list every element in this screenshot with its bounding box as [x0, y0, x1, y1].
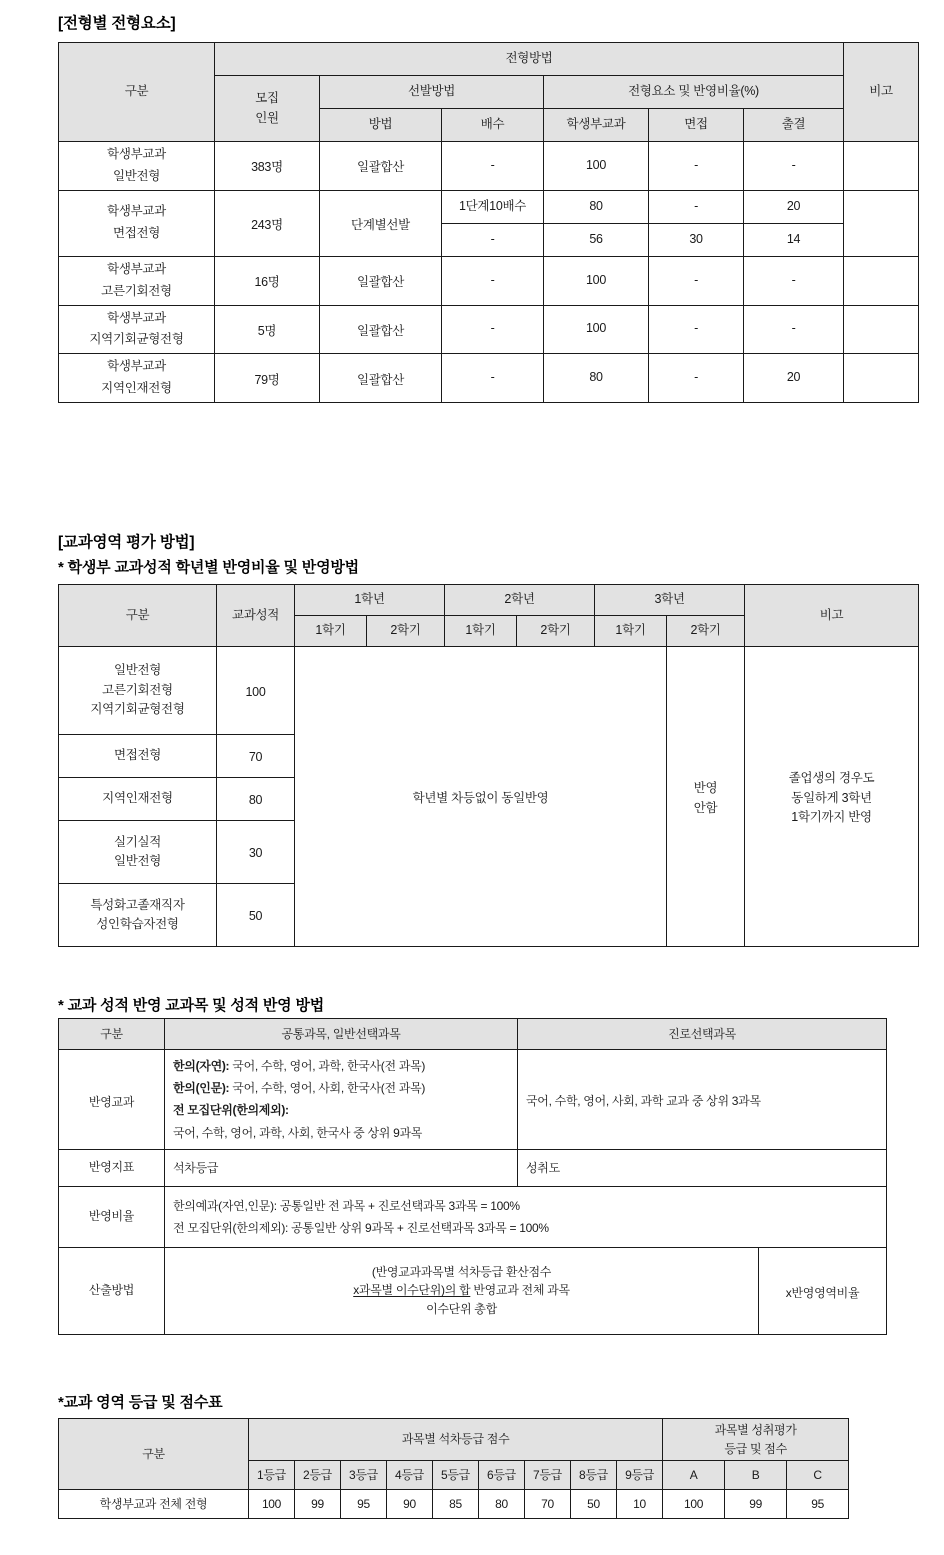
table-2-head	[59, 585, 919, 647]
td-admission-type	[59, 884, 217, 947]
td-merged-note: 학년별 차등없이 동일반영	[295, 647, 667, 947]
cell-line: 학생부교과	[107, 261, 166, 276]
th-gubun: 구분	[59, 1019, 165, 1050]
subject-line	[173, 1077, 509, 1099]
table-row	[59, 1186, 887, 1247]
td-ratio-value	[165, 1186, 887, 1247]
cell-line: 특성화고졸재직자	[90, 897, 185, 912]
th-rank-7: 7등급	[525, 1461, 571, 1490]
th-recruit-count	[215, 76, 320, 142]
td-multiple: 1단계10배수	[442, 190, 544, 223]
section-3-subtitle: * 교과 성적 반영 교과목 및 성적 반영 방법	[58, 997, 325, 1014]
td-rank-score-4: 90	[387, 1490, 433, 1519]
td-not-reflected	[667, 647, 745, 947]
td-admission-type	[59, 735, 217, 778]
td-remark	[844, 190, 919, 256]
th-grade-2: 2학년	[445, 585, 595, 616]
td-rank-score-8: 50	[571, 1490, 617, 1519]
subject-line-text: 국어, 수학, 영어, 과학, 사회, 한국사 중 상위 9과목	[173, 1125, 423, 1140]
td-interview-ratio: -	[649, 142, 744, 191]
th-sem-2-2: 2학기	[517, 616, 595, 647]
td-multiple: -	[442, 142, 544, 191]
td-index-label: 반영지표	[59, 1149, 165, 1186]
section-1-title: [전형별 전형요소]	[58, 15, 176, 32]
td-rank-score-6: 80	[479, 1490, 525, 1519]
th-attendance: 출결	[744, 109, 844, 142]
th-recruit-line2: 인원	[255, 110, 279, 125]
section-3-title-wrap	[58, 996, 324, 1016]
ratio-line: 한의예과(자연,인문): 공통일반 전 과목 + 진로선택과목 3과목 = 100%	[173, 1198, 520, 1213]
td-admission-name	[59, 142, 215, 191]
table-row	[59, 1247, 887, 1334]
td-remark	[844, 256, 919, 305]
th-rank-4: 4등급	[387, 1461, 433, 1490]
td-select-way: 일괄합산	[320, 142, 442, 191]
th-recruit-line1: 모집	[255, 91, 279, 106]
td-interview-ratio: -	[649, 354, 744, 403]
td-interview-ratio: 30	[649, 223, 744, 256]
td-attendance-ratio: -	[744, 305, 844, 354]
table-row	[59, 1019, 887, 1050]
subject-line-text: 국어, 수학, 영어, 과학, 한국사(전 과목)	[229, 1059, 426, 1073]
formula-line-3: 이수단위 총합	[426, 1302, 497, 1317]
cell-line: 면접전형	[112, 226, 161, 241]
cell-line: 성인학습자전형	[96, 917, 179, 931]
th-achieve-a: A	[663, 1461, 725, 1490]
subject-line-text: 국어, 수학, 영어, 사회, 한국사(전 과목)	[229, 1081, 426, 1096]
table-row	[59, 1419, 849, 1461]
th-rank-9: 9등급	[617, 1461, 663, 1490]
th-rank-2: 2등급	[295, 1461, 341, 1490]
th-subject-score: 교과성적	[217, 585, 295, 647]
td-subject-career: 국어, 수학, 영어, 사회, 과학 교과 중 상위 3과목	[518, 1050, 887, 1150]
th-rank-3: 3등급	[341, 1461, 387, 1490]
th-rank-group: 과목별 석차등급 점수	[249, 1419, 663, 1461]
section-1-title-wrap	[58, 14, 175, 35]
td-index-common: 석차등급	[165, 1149, 518, 1186]
cell-line: 반영	[693, 781, 718, 796]
td-achieve-score-3: 95	[787, 1490, 849, 1519]
td-rank-score-3: 95	[341, 1490, 387, 1519]
cell-line: 고른기회전형	[102, 682, 173, 697]
section-2-subtitle: * 학생부 교과성적 학년별 반영비율 및 반영방법	[58, 558, 359, 576]
td-calc-right: x반영영역비율	[759, 1247, 887, 1334]
td-subject-common	[165, 1050, 518, 1150]
th-rank-8: 8등급	[571, 1461, 617, 1490]
table-4-wrap	[58, 1418, 849, 1519]
grade-score-table	[58, 1418, 849, 1519]
table-1-head	[59, 43, 919, 142]
th-grade-1: 1학년	[295, 585, 445, 616]
td-subject-score: 80	[217, 778, 295, 821]
formula-numerator: x과목별 이수단위)의 합	[353, 1283, 471, 1298]
td-subject-score: 50	[217, 884, 295, 947]
cell-line: 일반전형	[112, 168, 161, 183]
td-admission-type	[59, 821, 217, 884]
td-rank-score-2: 99	[295, 1490, 341, 1519]
table-row	[59, 190, 919, 223]
table-2-wrap	[58, 584, 919, 947]
td-calc-label: 산출방법	[59, 1247, 165, 1334]
admission-factors-table	[58, 42, 919, 403]
table-row	[59, 1490, 849, 1519]
th-grade-3: 3학년	[595, 585, 745, 616]
th-rank-5: 5등급	[433, 1461, 479, 1490]
td-remark	[745, 647, 919, 947]
td-attendance-ratio: -	[744, 142, 844, 191]
table-row	[59, 354, 919, 403]
grade-reflection-table	[58, 584, 919, 947]
section-2-title-wrap	[58, 533, 359, 578]
td-achieve-score-2: 99	[725, 1490, 787, 1519]
subject-line-label: 전 모집단위(한의제외):	[173, 1103, 289, 1118]
cell-line: 고른기회전형	[101, 283, 172, 298]
table-1-wrap	[58, 42, 919, 403]
section-4-title-wrap	[58, 1393, 222, 1413]
th-remark: 비고	[745, 585, 919, 647]
formula-line-2	[168, 1281, 755, 1300]
th-sem-3-1: 1학기	[595, 616, 667, 647]
td-rank-score-5: 85	[433, 1490, 479, 1519]
th-sem-1-2: 2학기	[367, 616, 445, 647]
td-subject-score: 70	[217, 735, 295, 778]
td-recruit-count: 383명	[215, 142, 320, 191]
cell-line: 지역기회균형전형	[90, 702, 185, 717]
table-1-body	[59, 142, 919, 403]
ratio-line: 전 모집단위(한의제외): 공통일반 상위 9과목 + 진로선택과목 3과목 = 100%	[173, 1220, 549, 1235]
th-achieve-group-line1: 과목별 성취평가	[714, 1423, 797, 1437]
subject-line-label: 한의(인문):	[173, 1081, 230, 1096]
td-multiple: -	[442, 223, 544, 256]
td-admission-type	[59, 647, 217, 735]
cell-line: 1학기까지 반영	[791, 810, 872, 825]
section-2-title: [교과영역 평가 방법]	[58, 534, 195, 551]
td-select-way: 단계별선발	[320, 190, 442, 256]
td-subject-label: 반영교과	[59, 1050, 165, 1150]
table-row	[59, 43, 919, 76]
td-calc-formula	[165, 1247, 759, 1334]
th-achieve-c: C	[787, 1461, 849, 1490]
td-interview-ratio: -	[649, 190, 744, 223]
td-select-way: 일괄합산	[320, 354, 442, 403]
th-sem-2-1: 1학기	[445, 616, 517, 647]
cell-line: 지역인재전형	[101, 381, 172, 396]
table-row	[59, 647, 919, 735]
th-sem-1-1: 1학기	[295, 616, 367, 647]
th-rank-1: 1등급	[249, 1461, 295, 1490]
td-multiple: -	[442, 256, 544, 305]
table-row	[59, 305, 919, 354]
td-admission-name	[59, 256, 215, 305]
table-row	[59, 585, 919, 616]
td-interview-ratio: -	[649, 256, 744, 305]
cell-line: 실기실적	[113, 834, 162, 849]
td-remark	[844, 354, 919, 403]
th-rank-6: 6등급	[479, 1461, 525, 1490]
cell-line: 면접전형	[113, 748, 162, 763]
th-achieve-group-line2: 등급 및 점수	[724, 1441, 787, 1456]
th-method-group: 전형방법	[215, 43, 844, 76]
th-common-subjects: 공통과목, 일반선택과목	[165, 1019, 518, 1050]
td-attendance-ratio: 14	[744, 223, 844, 256]
cell-line: 학생부교과	[107, 359, 166, 374]
section-4-subtitle: *교과 영역 등급 및 점수표	[58, 1394, 223, 1411]
subject-line-label: 한의(자연):	[173, 1059, 230, 1073]
td-multiple: -	[442, 354, 544, 403]
cell-line: 일반전형	[113, 854, 162, 868]
th-remark: 비고	[844, 43, 919, 142]
subject-reflection-table	[58, 1018, 887, 1335]
cell-line: 지역인재전형	[102, 791, 173, 806]
table-3-head	[59, 1019, 887, 1050]
cell-line: 학생부교과	[107, 204, 166, 219]
td-record-ratio: 56	[544, 223, 649, 256]
th-sem-3-2: 2학기	[667, 616, 745, 647]
td-subject-score: 30	[217, 821, 295, 884]
td-achieve-score-1: 100	[663, 1490, 725, 1519]
td-recruit-count: 5명	[215, 305, 320, 354]
table-row	[59, 256, 919, 305]
td-record-ratio: 100	[544, 142, 649, 191]
cell-line: 지역기회균형전형	[89, 332, 184, 347]
cell-line: 학생부교과	[107, 147, 166, 161]
td-recruit-count: 16명	[215, 256, 320, 305]
td-rank-score-9: 10	[617, 1490, 663, 1519]
table-3-body	[59, 1050, 887, 1335]
td-record-ratio: 80	[544, 354, 649, 403]
cell-line: 안함	[693, 800, 718, 815]
td-remark	[844, 305, 919, 354]
th-multiple: 배수	[442, 109, 544, 142]
td-rank-score-1: 100	[249, 1490, 295, 1519]
th-gubun: 구분	[59, 43, 215, 142]
td-recruit-count: 79명	[215, 354, 320, 403]
table-row	[59, 142, 919, 191]
th-record: 학생부교과	[544, 109, 649, 142]
table-4-body	[59, 1490, 849, 1519]
td-remark	[844, 142, 919, 191]
th-achieve-b: B	[725, 1461, 787, 1490]
subject-line	[173, 1055, 509, 1077]
cell-line: 일반전형	[113, 663, 162, 678]
th-interview: 면접	[649, 109, 744, 142]
table-row	[59, 1050, 887, 1150]
th-way: 방법	[320, 109, 442, 142]
formula-line-1: (반영교과과목별 석차등급 환산점수	[371, 1264, 552, 1279]
cell-line: 학생부교과	[107, 310, 166, 325]
formula-denominator-label: 반영교과 전체 과목	[470, 1283, 570, 1298]
td-admission-name	[59, 190, 215, 256]
td-admission-name	[59, 354, 215, 403]
td-attendance-ratio: -	[744, 256, 844, 305]
td-interview-ratio: -	[649, 305, 744, 354]
table-2-body	[59, 647, 919, 947]
td-select-way: 일괄합산	[320, 256, 442, 305]
td-attendance-ratio: 20	[744, 190, 844, 223]
th-select-group: 선발방법	[320, 76, 544, 109]
td-row-label: 학생부교과 전체 전형	[59, 1490, 249, 1519]
th-factor-group: 전형요소 및 반영비율(%)	[544, 76, 844, 109]
td-admission-name	[59, 305, 215, 354]
table-4-head	[59, 1419, 849, 1490]
th-achieve-group	[663, 1419, 849, 1461]
td-rank-score-7: 70	[525, 1490, 571, 1519]
td-subject-score: 100	[217, 647, 295, 735]
th-gubun: 구분	[59, 585, 217, 647]
cell-line: 졸업생의 경우도	[788, 771, 875, 786]
th-career-subjects: 진로선택과목	[518, 1019, 887, 1050]
cell-line: 동일하게 3학년	[791, 790, 872, 805]
td-multiple: -	[442, 305, 544, 354]
td-attendance-ratio: 20	[744, 354, 844, 403]
th-gubun: 구분	[59, 1419, 249, 1490]
td-index-career: 성취도	[518, 1149, 887, 1186]
td-recruit-count: 243명	[215, 190, 320, 256]
td-select-way: 일괄합산	[320, 305, 442, 354]
td-ratio-label: 반영비율	[59, 1186, 165, 1247]
td-record-ratio: 100	[544, 256, 649, 305]
subject-line	[173, 1099, 509, 1121]
td-record-ratio: 80	[544, 190, 649, 223]
table-3-wrap	[58, 1018, 887, 1335]
td-record-ratio: 100	[544, 305, 649, 354]
table-row	[59, 1149, 887, 1186]
td-admission-type	[59, 778, 217, 821]
subject-line	[173, 1122, 509, 1144]
